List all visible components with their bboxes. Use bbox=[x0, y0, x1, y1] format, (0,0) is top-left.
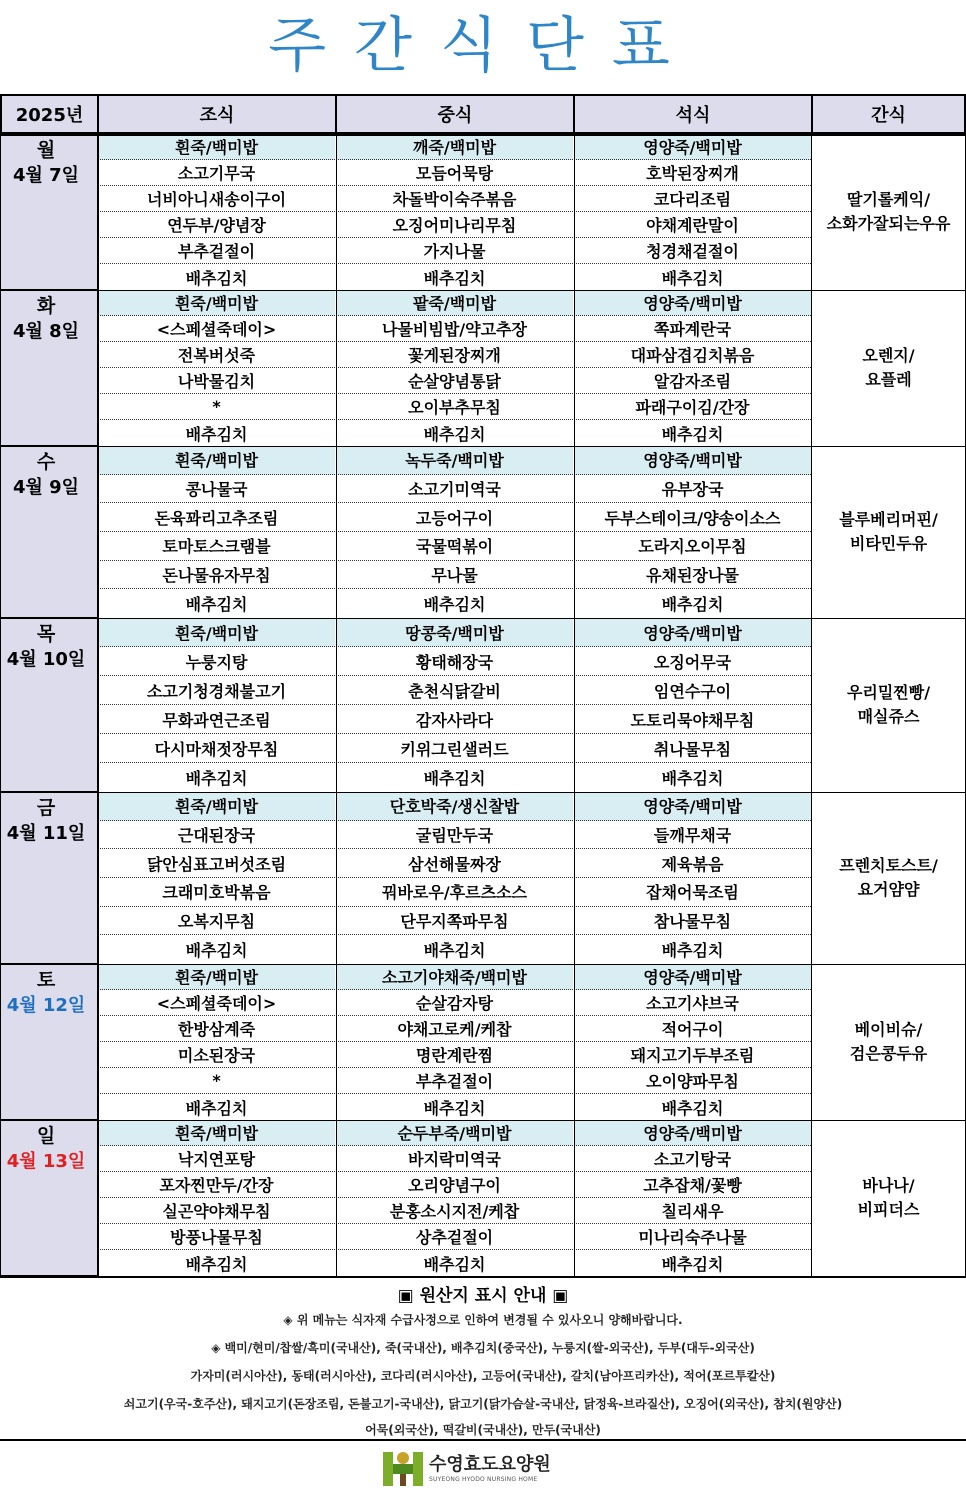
breakfast-menu-item: 크래미호박볶음 bbox=[98, 878, 335, 907]
lunch-menu-item: 차돌박이숙주볶음 bbox=[336, 186, 573, 212]
column-divider bbox=[811, 134, 812, 1276]
breakfast-menu-item: 배추김치 bbox=[185, 941, 248, 961]
header-breakfast-label: 조식 bbox=[199, 105, 235, 126]
breakfast-menu-item: 흰죽/백미밥 bbox=[98, 290, 335, 316]
dinner-menu-item: 영양죽/백미밥 bbox=[574, 290, 811, 316]
notice-line: ◈ 백미/현미/찹쌀/흑미(국내산), 죽(국내산), 배추김치(중국산), 누룽지(쌀-외국산), 두부(대두-외국산) bbox=[211, 1341, 755, 1355]
notice-line: 가자미(러시아산), 동태(러시아산), 코다리(러시아산), 고등어(국내산), 갈치(남아프리카산), 적어(포르투칼산) bbox=[190, 1369, 776, 1383]
day-cell bbox=[0, 1120, 98, 1276]
day-cell bbox=[0, 446, 98, 618]
breakfast-menu-item: 돈나물유자무침 bbox=[98, 561, 335, 590]
lunch-menu-item: 땅콩죽/백미밥 bbox=[336, 618, 573, 647]
day-date: 4월 9일 bbox=[12, 477, 80, 498]
day-of-week: 화 bbox=[36, 295, 56, 317]
breakfast-menu-item: * bbox=[98, 394, 335, 420]
breakfast-menu-item: 낙지연포탕 bbox=[98, 1146, 335, 1172]
notice-line: 어묵(외국산), 떡갈비(국내산), 만두(국내산) bbox=[365, 1423, 601, 1437]
nursing-home-logo bbox=[383, 1446, 583, 1494]
snack-item: 요거얌얌 bbox=[857, 880, 920, 899]
dinner-menu-item: 제육볶음 bbox=[574, 849, 811, 878]
lunch-menu-item: 부추겉절이 bbox=[336, 1068, 573, 1094]
day-cell bbox=[0, 290, 98, 446]
lunch-menu-item: 배추김치 bbox=[423, 1098, 486, 1118]
lunch-menu-item: 소고기야채죽/백미밥 bbox=[336, 964, 573, 990]
dinner-menu-item: 배추김치 bbox=[661, 769, 724, 788]
day-date: 4월 11일 bbox=[6, 823, 86, 844]
origin-notice bbox=[0, 1277, 966, 1441]
breakfast-menu-item: 돈육꽈리고추조림 bbox=[98, 503, 335, 532]
breakfast-menu-item: 토마토스크램블 bbox=[98, 532, 335, 561]
dinner-menu-item: 영양죽/백미밥 bbox=[574, 618, 811, 647]
lunch-menu-item: 바지락미역국 bbox=[336, 1146, 573, 1172]
lunch-menu-item: 키위그린샐러드 bbox=[336, 734, 573, 763]
breakfast-menu-item: 실곤약야채무침 bbox=[98, 1198, 335, 1224]
dinner-menu-item: 도라지오이무침 bbox=[574, 532, 811, 561]
lunch-menu-item: 나물비빔밥/약고추장 bbox=[336, 316, 573, 342]
dinner-menu-item: 유부장국 bbox=[574, 475, 811, 504]
breakfast-menu-item: 전복버섯죽 bbox=[98, 342, 335, 368]
lunch-menu-item: 꽃게된장찌개 bbox=[336, 342, 573, 368]
page-title: 주간식단표 bbox=[268, 11, 698, 81]
notice-line: ◈ 위 메뉴는 식자재 수급사정으로 인하여 변경될 수 있사오니 양해바랍니다. bbox=[283, 1313, 683, 1327]
breakfast-menu-item: 배추김치 bbox=[185, 595, 248, 615]
header-snack bbox=[811, 94, 966, 134]
dinner-menu-item: 참나물무침 bbox=[574, 907, 811, 936]
breakfast-menu-item: 한방삼계죽 bbox=[98, 1016, 335, 1042]
header-dinner bbox=[573, 94, 813, 134]
lunch-menu-item: 오징어미나리무침 bbox=[336, 212, 573, 238]
lunch-menu-item: 배추김치 bbox=[423, 595, 486, 615]
breakfast-menu-item: 흰죽/백미밥 bbox=[98, 618, 335, 647]
dinner-menu-item: 영양죽/백미밥 bbox=[574, 792, 811, 821]
lunch-menu-item: 소고기미역국 bbox=[336, 475, 573, 504]
dinner-menu-item: 코다리조림 bbox=[574, 186, 811, 212]
lunch-menu-item: 굴림만두국 bbox=[336, 821, 573, 850]
snack-item: 프렌치토스트/ bbox=[839, 856, 938, 875]
day-of-week: 월 bbox=[36, 139, 56, 161]
breakfast-menu-item: 미소된장국 bbox=[98, 1042, 335, 1068]
column-divider bbox=[336, 134, 337, 1276]
dinner-menu-item: 배추김치 bbox=[661, 595, 724, 615]
dinner-menu-item: 소고기탕국 bbox=[574, 1146, 811, 1172]
breakfast-menu-item: 무화과연근조림 bbox=[98, 705, 335, 734]
lunch-menu-item: 무나물 bbox=[336, 561, 573, 590]
lunch-menu-item: 배추김치 bbox=[423, 424, 486, 444]
snack-item: 비타민두유 bbox=[849, 534, 928, 553]
breakfast-menu-item: <스페셜죽데이> bbox=[98, 990, 335, 1016]
dinner-menu-item: 대파삼겹김치볶음 bbox=[574, 342, 811, 368]
breakfast-menu-item: 배추김치 bbox=[185, 424, 248, 444]
day-cell bbox=[0, 134, 98, 290]
dinner-menu-item: 알감자조림 bbox=[574, 368, 811, 394]
day-of-week: 토 bbox=[36, 969, 56, 991]
breakfast-menu-item: 너비아니새송이구이 bbox=[98, 186, 335, 212]
breakfast-menu-item: 닭안심표고버섯조림 bbox=[98, 849, 335, 878]
day-of-week: 수 bbox=[36, 451, 56, 473]
snack-item: 우리밀찐빵/ bbox=[846, 683, 931, 702]
lunch-menu-item: 명란계란찜 bbox=[336, 1042, 573, 1068]
snack-cell bbox=[811, 618, 966, 792]
logo-subtitle: SUYEONG HYODO NURSING HOME bbox=[429, 1476, 538, 1483]
row-divider bbox=[0, 446, 966, 447]
breakfast-menu-item: 소고기무국 bbox=[98, 160, 335, 186]
dinner-menu-item: 파래구이김/간장 bbox=[574, 394, 811, 420]
lunch-menu-item: 가지나물 bbox=[336, 238, 573, 264]
dinner-menu-item: 배추김치 bbox=[661, 424, 724, 444]
day-cell bbox=[0, 964, 98, 1120]
header-breakfast bbox=[97, 94, 337, 134]
lunch-menu-item: 국물떡볶이 bbox=[336, 532, 573, 561]
day-date: 4월 10일 bbox=[6, 649, 86, 670]
dinner-menu-item: 고추잡채/꽃빵 bbox=[574, 1172, 811, 1198]
snack-cell bbox=[811, 134, 966, 290]
day-of-week: 일 bbox=[36, 1125, 56, 1147]
lunch-menu-item: 단무지쪽파무침 bbox=[336, 907, 573, 936]
snack-cell bbox=[811, 964, 966, 1120]
lunch-menu-item: 춘천식닭갈비 bbox=[336, 676, 573, 705]
header-lunch-label: 중식 bbox=[437, 105, 473, 126]
snack-item: 매실쥬스 bbox=[857, 707, 920, 726]
dinner-menu-item: 취나물무침 bbox=[574, 734, 811, 763]
dinner-menu-item: 배추김치 bbox=[661, 1098, 724, 1118]
snack-item: 베이비슈/ bbox=[854, 1020, 923, 1039]
day-date: 4월 7일 bbox=[12, 165, 80, 186]
dinner-menu-item: 미나리숙주나물 bbox=[574, 1224, 811, 1250]
dinner-menu-item: 유채된장나물 bbox=[574, 561, 811, 590]
lunch-menu-item: 고등어구이 bbox=[336, 503, 573, 532]
lunch-menu-item: 배추김치 bbox=[423, 769, 486, 788]
day-of-week: 금 bbox=[36, 797, 56, 819]
lunch-menu-item: 단호박죽/생신찰밥 bbox=[336, 792, 573, 821]
breakfast-menu-item: 흰죽/백미밥 bbox=[98, 134, 335, 160]
row-divider bbox=[0, 134, 966, 136]
dinner-menu-item: 도토리묵야채무침 bbox=[574, 705, 811, 734]
dinner-menu-item: 잡채어묵조림 bbox=[574, 878, 811, 907]
dinner-menu-item: 청경채겉절이 bbox=[574, 238, 811, 264]
breakfast-menu-item: 흰죽/백미밥 bbox=[98, 964, 335, 990]
breakfast-menu-item: 흰죽/백미밥 bbox=[98, 1120, 335, 1146]
row-divider bbox=[0, 618, 966, 619]
row-divider bbox=[0, 290, 966, 291]
breakfast-menu-item: 근대된장국 bbox=[98, 821, 335, 850]
dinner-menu-item: 영양죽/백미밥 bbox=[574, 1120, 811, 1146]
day-of-week: 목 bbox=[36, 623, 56, 645]
lunch-menu-item: 꿔바로우/후르츠소스 bbox=[336, 878, 573, 907]
day-cell bbox=[0, 618, 98, 792]
lunch-menu-item: 삼선해물짜장 bbox=[336, 849, 573, 878]
dinner-menu-item: 호박된장찌개 bbox=[574, 160, 811, 186]
breakfast-menu-item: * bbox=[98, 1068, 335, 1094]
dinner-menu-item: 영양죽/백미밥 bbox=[574, 134, 811, 160]
notice-line: 쇠고기(우국-호주산), 돼지고기(돈장조림, 돈불고기-국내산), 닭고기(닭가슴살-국내산, 닭정육-브라질산), 오징어(외국산), 참치(원양산) bbox=[123, 1397, 843, 1411]
breakfast-menu-item: 나박물김치 bbox=[98, 368, 335, 394]
snack-item: 요플레 bbox=[865, 370, 912, 389]
breakfast-menu-item: 콩나물국 bbox=[98, 475, 335, 504]
lunch-menu-item: 배추김치 bbox=[423, 1254, 486, 1274]
breakfast-menu-item: 흰죽/백미밥 bbox=[98, 792, 335, 821]
header-year bbox=[0, 94, 99, 134]
dinner-menu-item: 영양죽/백미밥 bbox=[574, 964, 811, 990]
lunch-menu-item: 야채고로케/케찹 bbox=[336, 1016, 573, 1042]
dinner-menu-item: 들깨무채국 bbox=[574, 821, 811, 850]
dinner-menu-item: 적어구이 bbox=[574, 1016, 811, 1042]
dinner-menu-item: 임연수구이 bbox=[574, 676, 811, 705]
row-divider bbox=[0, 1120, 966, 1121]
dinner-menu-item: 소고기샤브국 bbox=[574, 990, 811, 1016]
snack-item: 딸기롤케익/ bbox=[846, 190, 931, 209]
row-divider bbox=[0, 964, 966, 965]
snack-item: 블루베리머핀/ bbox=[839, 510, 938, 529]
lunch-menu-item: 모듬어묵탕 bbox=[336, 160, 573, 186]
snack-item: 비피더스 bbox=[857, 1200, 920, 1219]
header-dinner-label: 석식 bbox=[675, 105, 711, 126]
dinner-menu-item: 배추김치 bbox=[661, 941, 724, 961]
header-year-label: 2025년 bbox=[15, 105, 84, 126]
breakfast-menu-item: 누룽지탕 bbox=[98, 647, 335, 676]
breakfast-menu-item: 오복지무침 bbox=[98, 907, 335, 936]
header-snack-label: 간식 bbox=[871, 105, 906, 126]
dinner-menu-item: 오징어무국 bbox=[574, 647, 811, 676]
breakfast-menu-item: 배추김치 bbox=[185, 268, 248, 288]
day-date: 4월 8일 bbox=[12, 321, 80, 342]
lunch-menu-item: 팥죽/백미밥 bbox=[336, 290, 573, 316]
lunch-menu-item: 분홍소시지전/케찹 bbox=[336, 1198, 573, 1224]
tree-logo-icon bbox=[383, 1450, 423, 1488]
dinner-menu-item: 배추김치 bbox=[661, 1254, 724, 1274]
dinner-menu-item: 오이양파무침 bbox=[574, 1068, 811, 1094]
breakfast-menu-item: 연두부/양념장 bbox=[98, 212, 335, 238]
column-divider bbox=[98, 134, 99, 1276]
lunch-menu-item: 황태해장국 bbox=[336, 647, 573, 676]
breakfast-menu-item: 흰죽/백미밥 bbox=[98, 446, 335, 475]
breakfast-menu-item: 부추겉절이 bbox=[98, 238, 335, 264]
dinner-menu-item: 영양죽/백미밥 bbox=[574, 446, 811, 475]
breakfast-menu-item: 배추김치 bbox=[185, 1098, 248, 1118]
day-date: 4월 12일 bbox=[6, 995, 86, 1016]
snack-item: 검은콩두유 bbox=[849, 1044, 928, 1063]
lunch-menu-item: 오리양념구이 bbox=[336, 1172, 573, 1198]
dinner-menu-item: 두부스테이크/양송이소스 bbox=[574, 503, 811, 532]
lunch-menu-item: 순살감자탕 bbox=[336, 990, 573, 1016]
snack-item: 오렌지/ bbox=[862, 346, 915, 365]
breakfast-menu-item: 포자찐만두/간장 bbox=[98, 1172, 335, 1198]
column-divider bbox=[574, 134, 575, 1276]
snack-cell bbox=[811, 290, 966, 446]
lunch-menu-item: 깨죽/백미밥 bbox=[336, 134, 573, 160]
day-cell bbox=[0, 792, 98, 964]
dinner-menu-item: 돼지고기두부조림 bbox=[574, 1042, 811, 1068]
snack-item: 바나나/ bbox=[862, 1176, 915, 1195]
breakfast-menu-item: 방풍나물무침 bbox=[98, 1224, 335, 1250]
lunch-menu-item: 녹두죽/백미밥 bbox=[336, 446, 573, 475]
lunch-menu-item: 순두부죽/백미밥 bbox=[336, 1120, 573, 1146]
breakfast-menu-item: 소고기청경채불고기 bbox=[98, 676, 335, 705]
lunch-menu-item: 배추김치 bbox=[423, 268, 486, 288]
lunch-menu-item: 상추겉절이 bbox=[336, 1224, 573, 1250]
breakfast-menu-item: <스페셜죽데이> bbox=[98, 316, 335, 342]
breakfast-menu-item: 배추김치 bbox=[185, 1254, 248, 1274]
snack-cell bbox=[811, 792, 966, 964]
lunch-menu-item: 배추김치 bbox=[423, 941, 486, 961]
row-divider bbox=[0, 792, 966, 793]
breakfast-menu-item: 배추김치 bbox=[185, 769, 248, 788]
origin-notice-title: ▣ 원산지 표시 안내 ▣ bbox=[397, 1286, 569, 1306]
lunch-menu-item: 오이부추무침 bbox=[336, 394, 573, 420]
dinner-menu-item: 배추김치 bbox=[661, 268, 724, 288]
snack-cell bbox=[811, 446, 966, 618]
dinner-menu-item: 칠리새우 bbox=[574, 1198, 811, 1224]
snack-cell bbox=[811, 1120, 966, 1276]
dinner-menu-item: 야채계란말이 bbox=[574, 212, 811, 238]
lunch-menu-item: 감자사라다 bbox=[336, 705, 573, 734]
snack-item: 소화가잘되는우유 bbox=[826, 214, 951, 233]
logo-name: 수영효도요양원 bbox=[429, 1454, 551, 1475]
breakfast-menu-item: 다시마채젓장무침 bbox=[98, 734, 335, 763]
header-lunch bbox=[335, 94, 575, 134]
day-date: 4월 13일 bbox=[6, 1151, 86, 1172]
lunch-menu-item: 순살양념통닭 bbox=[336, 368, 573, 394]
dinner-menu-item: 쪽파계란국 bbox=[574, 316, 811, 342]
